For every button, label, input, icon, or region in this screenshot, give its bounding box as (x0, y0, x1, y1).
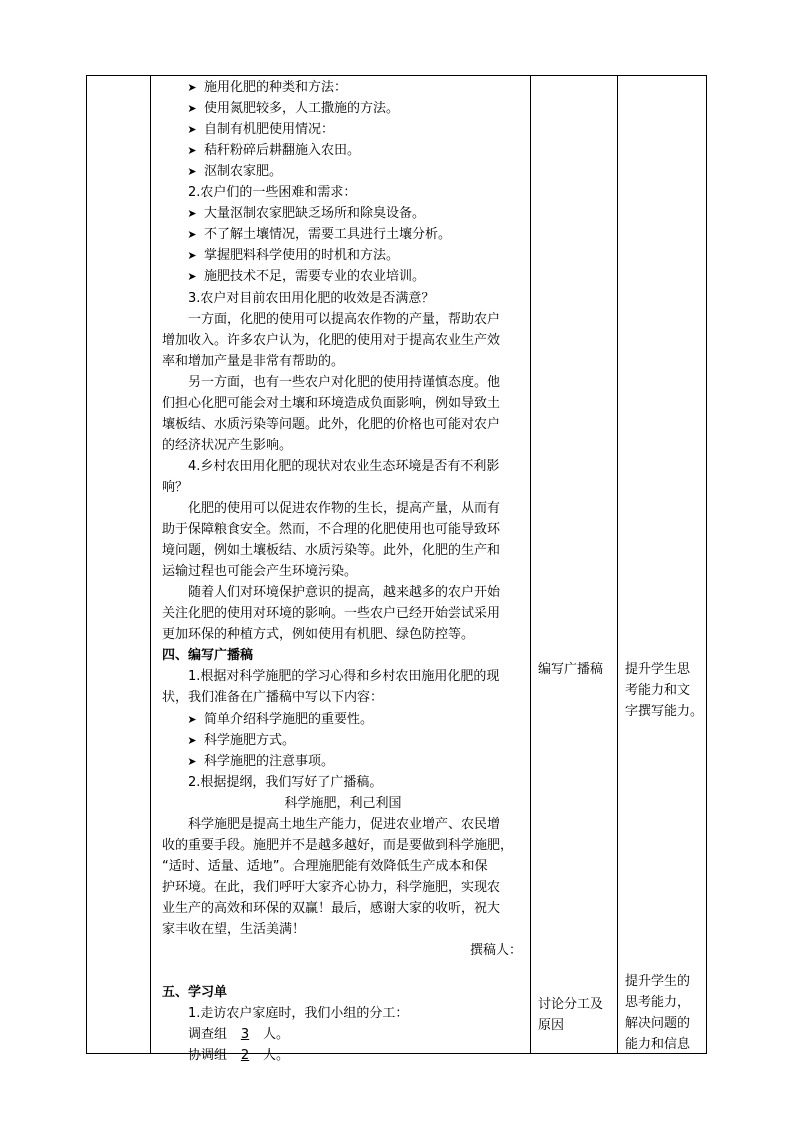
arrow-bullet-icon: ➤ (187, 733, 197, 747)
purpose-line: 字撰写能力。 (625, 704, 704, 719)
bullet-text: 使用氮肥较多，人工撒施的方法。 (204, 101, 400, 117)
paragraph-line: 助于保障粮食安全。然而，不合理的化肥使用也可能导致环 (162, 522, 501, 538)
numbered-paragraph: 4.乡村农田用化肥的现状对农业生态环境是否有不利影 (188, 458, 500, 474)
purpose-line: 提升学生的 (625, 974, 691, 989)
section-heading: 四、编写广播稿 (162, 648, 254, 664)
bullet-item (180, 710, 373, 731)
fill-label: 协调组 (188, 1048, 228, 1064)
bullet-text: 科学施肥方式。 (204, 732, 296, 748)
bullet-text: 自制有机肥使用情况： (204, 122, 335, 138)
purpose-line: 解决问题的 (625, 1016, 691, 1031)
paragraph-line: 家丰收在望，生活美满！ (162, 922, 306, 937)
numbered-paragraph: 2.农户们的一些困难和需求： (188, 185, 357, 201)
arrow-bullet-icon: ➤ (187, 754, 197, 768)
arrow-bullet-icon: ➤ (187, 207, 197, 221)
broadcast-title: 科学施肥，利己利国 (284, 795, 402, 811)
activity-line: 编写广播稿 (538, 662, 604, 677)
table-border-top (86, 75, 707, 76)
bullet-item (180, 267, 425, 288)
design-purpose-cell-2 (625, 971, 705, 1055)
paragraph-line: 护环境。在此，我们呼吁大家齐心协力，科学施肥，实现农 (162, 879, 501, 895)
purpose-line: 考能力和文 (625, 683, 691, 698)
table-border-col3 (617, 75, 618, 1053)
arrow-bullet-icon: ➤ (187, 228, 197, 242)
bullet-text: 施肥技术不足，需要专业的农业培训。 (204, 269, 426, 285)
arrow-bullet-icon: ➤ (187, 102, 197, 116)
numbered-paragraph: 3.农户对目前农田用化肥的收效是否满意？ (188, 290, 435, 306)
bullet-text: 简单介绍科学施肥的重要性。 (204, 711, 374, 727)
bullet-item (180, 752, 334, 773)
paragraph-first-line: 科学施肥是提高土地生产能力，促进农业增产、农民增 (188, 816, 501, 832)
arrow-bullet-icon: ➤ (187, 123, 197, 137)
numbered-paragraph: 1.根据对科学施肥的学习心得和乡村农田施用化肥的现 (188, 669, 500, 685)
fill-label: 调查组 (188, 1027, 228, 1043)
numbered-paragraph: 1.走访农户家庭时，我们小组的分工： (188, 1006, 409, 1022)
table-border-col1 (150, 75, 151, 1053)
paragraph-line: 状，我们准备在广播稿中写以下内容： (162, 690, 384, 706)
paragraph-first-line: 另一方面，也有一些农户对化肥的使用持谨慎态度。他 (188, 374, 501, 390)
bullet-text: 施用化肥的种类和方法： (204, 80, 348, 95)
table-border-left (86, 75, 87, 1053)
bullet-item (180, 731, 295, 752)
fill-in-line (188, 1046, 289, 1067)
bullet-item (180, 120, 334, 141)
paragraph-line: 们担心化肥可能会对土壤和环境造成负面影响，例如导致土 (162, 395, 501, 411)
student-activity-cell-2 (538, 994, 620, 1036)
paragraph-line: 运输过程也可能会产生环境污染。 (162, 564, 358, 580)
arrow-bullet-icon: ➤ (187, 270, 197, 284)
design-purpose-cell-1 (625, 659, 705, 722)
paragraph-line: 关注化肥的使用对环境的影响。一些农户已经开始尝试采用 (162, 606, 501, 622)
arrow-bullet-icon: ➤ (187, 165, 197, 179)
paragraph-line: 率和增加产量是非常有帮助的。 (162, 353, 345, 369)
bullet-item (180, 99, 399, 120)
paragraph-line: 壤板结、水质污染等问题。此外，化肥的价格也可能对农户 (162, 416, 501, 432)
paragraph-first-line: 随着人们对环境保护意识的提高，越来越多的农户开始 (188, 585, 501, 601)
author-signature-label: 撰稿人： (469, 943, 522, 959)
section-heading: 五、学习单 (162, 985, 228, 1001)
fill-suffix: 人。 (263, 1048, 290, 1064)
bullet-text: 科学施肥的注意事项。 (204, 753, 335, 769)
student-activity-cell-1 (538, 659, 620, 680)
paragraph-first-line: 化肥的使用可以促进农作物的生长，提高产量，从而有 (188, 501, 501, 516)
paragraph-line: “适时、适量、适地”。合理施肥能有效降低生产成本和保 (162, 858, 488, 874)
bullet-text: 掌握肥料科学使用的时机和方法。 (204, 248, 400, 264)
table-border-bottom (86, 1053, 707, 1054)
paragraph-first-line: 一方面，化肥的使用可以提高农作物的产量，帮助农户 (188, 311, 501, 327)
arrow-bullet-icon: ➤ (187, 144, 197, 158)
activity-line: 原因 (538, 1018, 565, 1033)
bullet-item (180, 225, 451, 246)
arrow-bullet-icon: ➤ (187, 712, 197, 726)
bullet-item (180, 162, 282, 183)
bullet-item (180, 141, 360, 162)
numbered-paragraph: 2.根据提纲，我们写好了广播稿。 (188, 774, 383, 790)
paragraph-line: 收的重要手段。施肥并不是越多越好，而是要做到科学施肥， (162, 837, 514, 853)
paragraph-line: 业生产的高效和环保的双赢！最后，感谢大家的收听，祝大 (162, 900, 501, 916)
paragraph-line: 增加收入。许多农户认为，化肥的使用对于提高农业生产效 (162, 332, 501, 348)
fill-blank-value: 2 (240, 1048, 250, 1064)
bullet-item (180, 204, 425, 225)
bullet-text: 不了解土壤情况，需要工具进行土壤分析。 (204, 227, 452, 243)
paragraph-line: 更加环保的种植方式，例如使用有机肥、绿色防控等。 (162, 627, 475, 643)
activity-line: 讨论分工及 (538, 997, 604, 1012)
arrow-bullet-icon: ➤ (187, 81, 197, 94)
bullet-text: 沤制农家肥。 (204, 164, 283, 180)
fill-in-line (188, 1025, 289, 1046)
purpose-line: 能力和信息 (625, 1037, 691, 1052)
table-border-right (706, 75, 707, 1053)
table-border-col2 (530, 75, 531, 1053)
bullet-item (180, 78, 347, 99)
bullet-item (180, 246, 399, 267)
purpose-line: 思考能力， (625, 995, 691, 1010)
paragraph-line: 响？ (162, 479, 189, 495)
paragraph-line: 的经济状况产生影响。 (162, 437, 293, 453)
fill-blank-value: 3 (240, 1027, 250, 1043)
purpose-line: 提升学生思 (625, 662, 691, 677)
fill-suffix: 人。 (263, 1027, 290, 1043)
bullet-text: 大量沤制农家肥缺乏场所和除臭设备。 (204, 206, 426, 222)
paragraph-line: 境问题，例如土壤板结、水质污染等。此外，化肥的生产和 (162, 543, 501, 559)
bullet-text: 秸秆粉碎后耕翻施入农田。 (204, 143, 361, 159)
arrow-bullet-icon: ➤ (187, 249, 197, 263)
